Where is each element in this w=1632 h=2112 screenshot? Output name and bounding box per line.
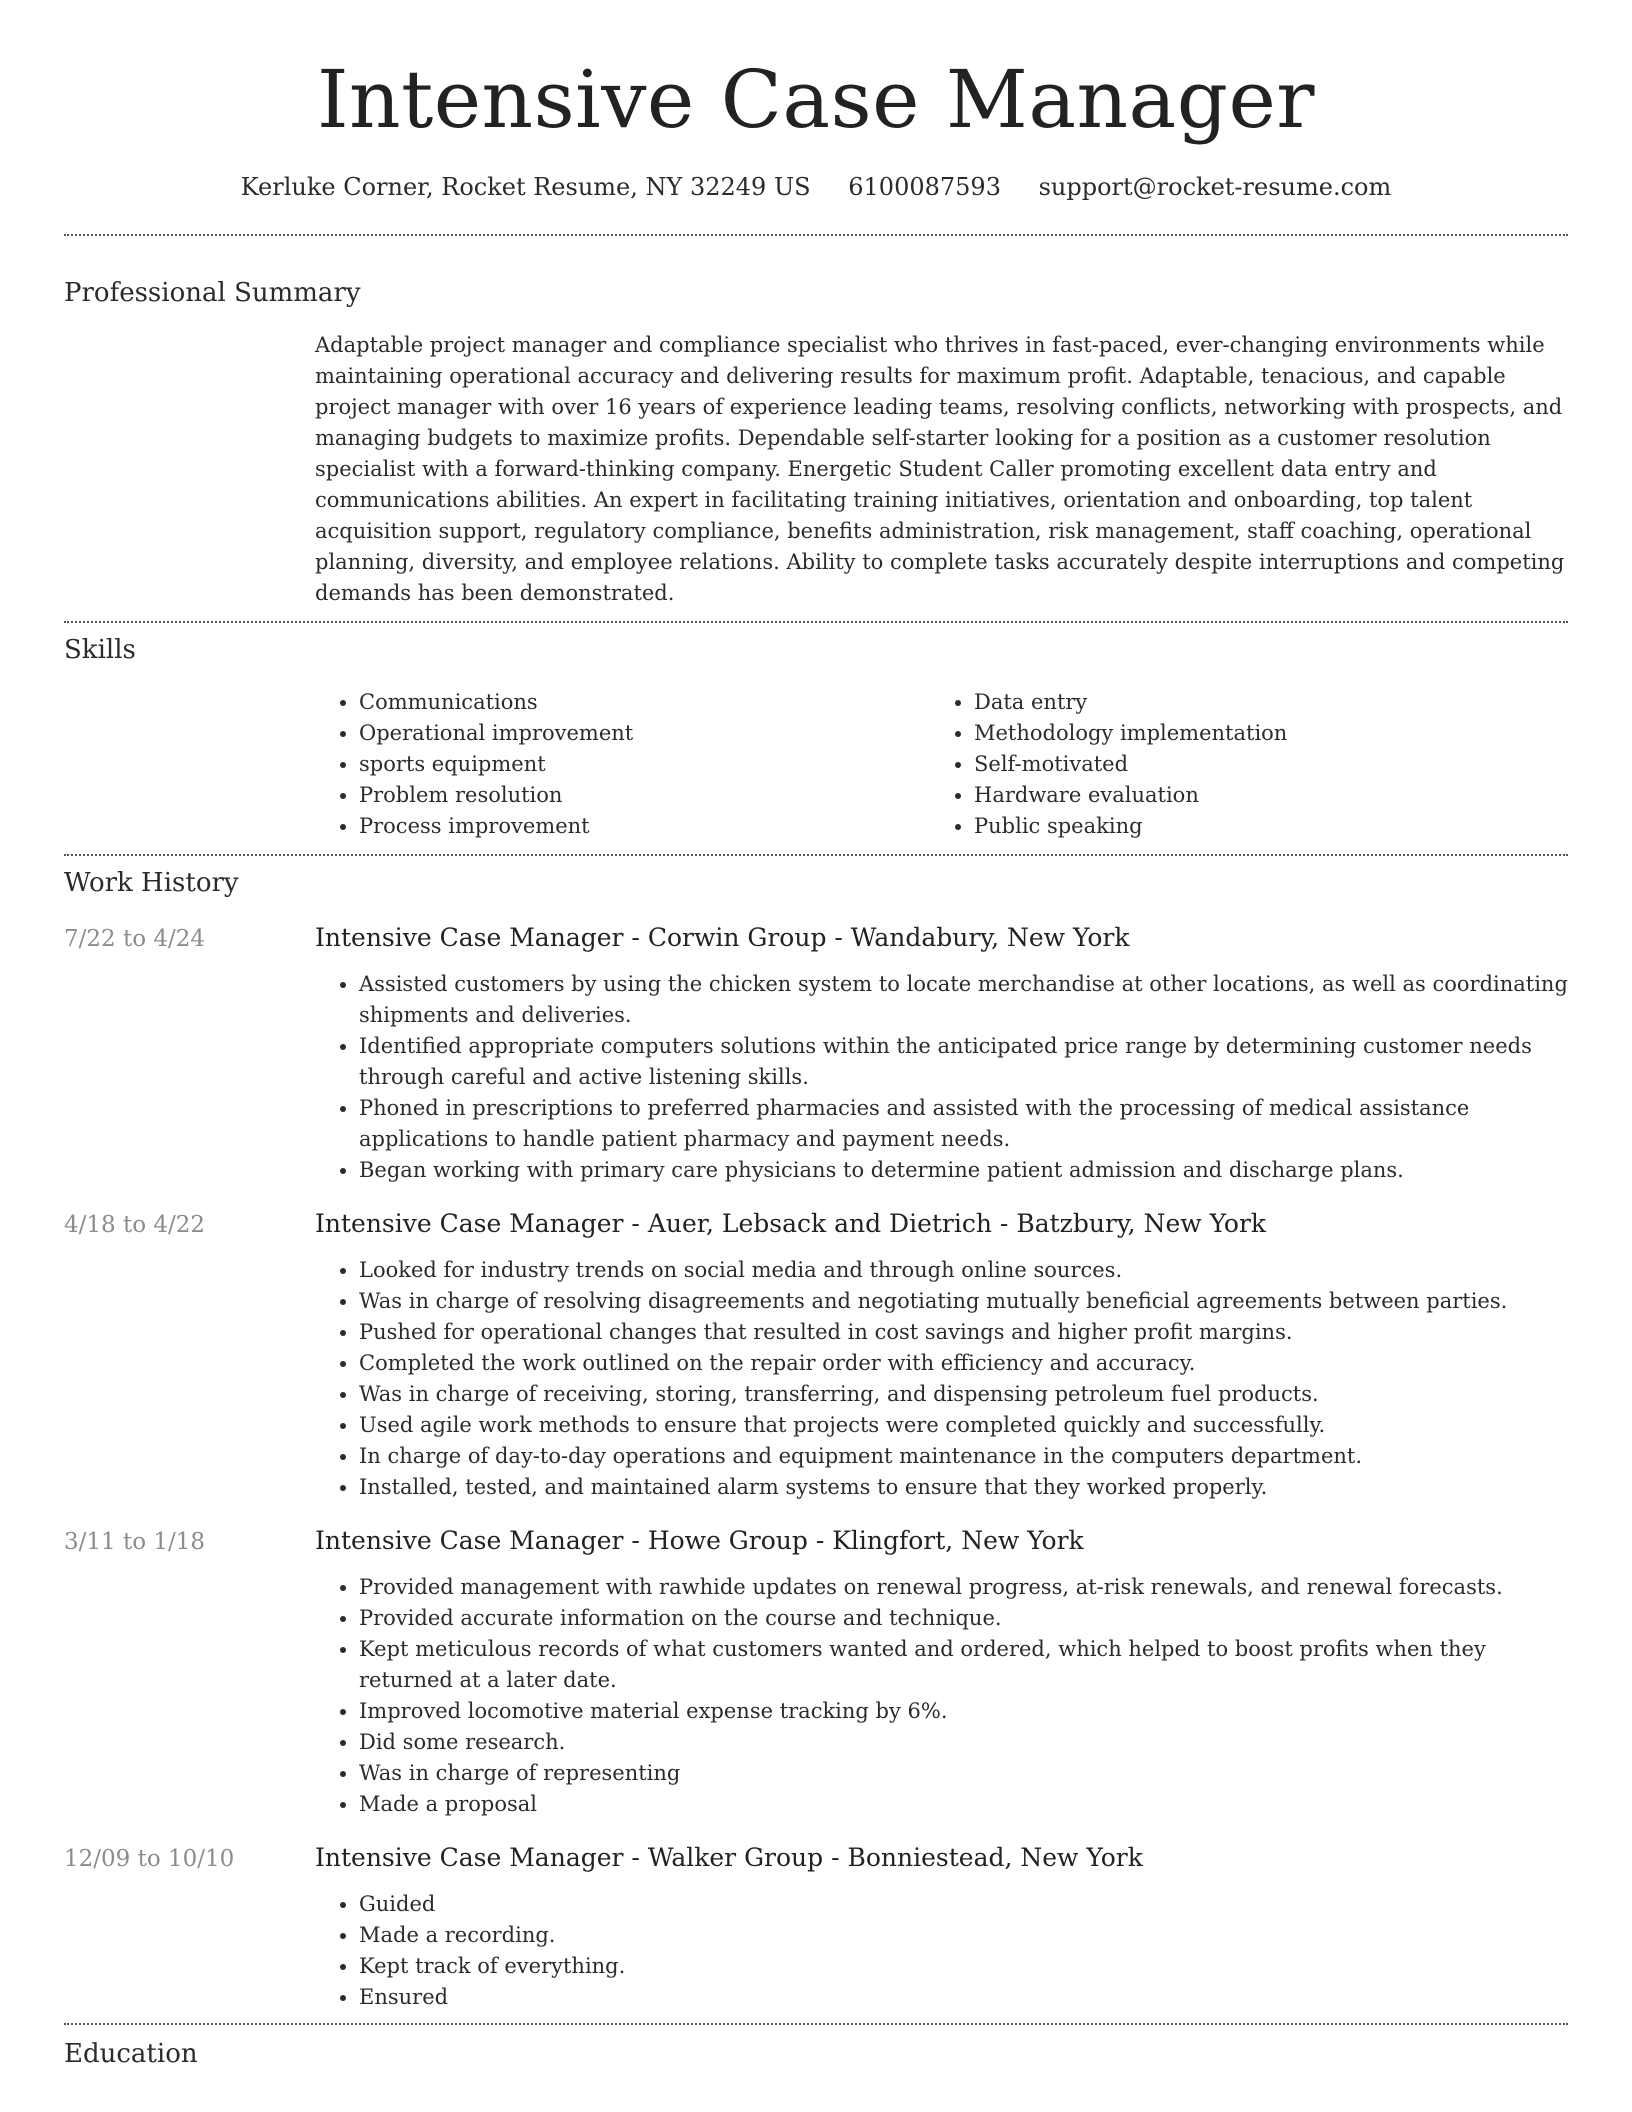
section-divider: [64, 854, 1568, 856]
job-title: Intensive Case Manager - Corwin Group - Wandabury, New York: [315, 923, 1130, 952]
job-bullets: [315, 969, 1568, 1186]
candidate-name: Intensive Case Manager: [316, 53, 1316, 146]
job-entry: [64, 1842, 1568, 2013]
job-bullet: • Pushed for operational changes that resulted in cost savings and higher profit margins.: [359, 1317, 1568, 1348]
summary-section: [64, 276, 1568, 621]
job-bullet: • In charge of day-to-day operations and equipment maintenance in the computers department.: [359, 1441, 1568, 1472]
job-header: [64, 1208, 1568, 1241]
skill-item: • Communications: [359, 687, 930, 718]
job-bullet: • Ensured: [359, 1982, 1568, 2013]
section-divider: [64, 2023, 1568, 2025]
skills-list-left: [315, 687, 930, 842]
job-bullet: • Looked for industry trends on social media and through online sources.: [359, 1255, 1568, 1286]
job-dates: 12/09 to 10/10: [64, 1846, 235, 1872]
resume-header: [64, 0, 1568, 204]
skill-item: • sports equipment: [359, 749, 930, 780]
education-heading: Education: [64, 2039, 198, 2069]
job-bullet: • Kept track of everything.: [359, 1951, 1568, 1982]
job-header: [64, 922, 1568, 955]
job-bullet: • Began working with primary care physicians to determine patient admission and discharge plans.: [359, 1155, 1568, 1186]
job-bullet: • Was in charge of receiving, storing, transferring, and dispensing petroleum fuel products.: [359, 1379, 1568, 1410]
job-dates: 7/22 to 4/24: [64, 926, 206, 952]
job-title: Intensive Case Manager - Walker Group - Bonniestead, New York: [315, 1843, 1143, 1872]
job-bullet: • Kept meticulous records of what customers wanted and ordered, which helped to boost profits when they returned at a later date.: [359, 1634, 1568, 1696]
summary-text: Adaptable project manager and compliance specialist who thrives in fast-paced, ever-changing environments while maintaining operational accuracy and delivering results for maximum profit. Adaptable, tenacious, and capable project manager with over 16 years of experience leading teams, resolving conflicts, networking with prospects, and managing budgets to maximize profits. Dependable self-starter looking for a position as a customer resolution specialist with a forward-thinking company. Energetic Student Caller promoting excellent data entry and communications abilities. An expert in facilitating training initiatives, orientation and onboarding, top talent acquisition support, regulatory compliance, benefits administration, risk management, staff coaching, operational planning, diversity, and employee relations. Ability to complete tasks accurately despite interruptions and competing demands has been demonstrated.: [315, 333, 1565, 605]
job-entry: [64, 1525, 1568, 1820]
job-bullet: • Provided management with rawhide updates on renewal progress, at-risk renewals, and renewal forecasts.: [359, 1572, 1568, 1603]
contact-phone: 6100087593: [848, 173, 1001, 201]
job-bullet: • Identified appropriate computers solutions within the anticipated price range by determining customer needs through careful and active listening skills.: [359, 1031, 1568, 1093]
job-bullets: [315, 1255, 1568, 1503]
skill-item: • Public speaking: [974, 811, 1287, 842]
job-entry: [64, 1208, 1568, 1503]
contact-line: [64, 170, 1568, 204]
job-bullet: • Made a proposal: [359, 1789, 1568, 1820]
job-bullet: • Did some research.: [359, 1727, 1568, 1758]
skills-list-right: [930, 687, 1287, 842]
skill-item: • Problem resolution: [359, 780, 930, 811]
job-bullet: • Installed, tested, and maintained alarm systems to ensure that they worked properly.: [359, 1472, 1568, 1503]
skills-section: [64, 633, 1568, 854]
skill-item: • Process improvement: [359, 811, 930, 842]
contact-email: support@rocket-resume.com: [1038, 173, 1392, 201]
contact-address: Kerluke Corner, Rocket Resume, NY 32249 US: [240, 173, 811, 201]
job-bullets: [315, 1572, 1568, 1820]
job-header: [64, 1525, 1568, 1558]
job-title: Intensive Case Manager - Auer, Lebsack and Dietrich - Batzbury, New York: [315, 1209, 1267, 1238]
skill-item: • Hardware evaluation: [974, 780, 1287, 811]
job-bullet: • Phoned in prescriptions to preferred pharmacies and assisted with the processing of medical assistance applications to handle patient pharmacy and payment needs.: [359, 1093, 1568, 1155]
job-bullet: • Assisted customers by using the chicken system to locate merchandise at other locations, as well as coordinating shipments and deliveries.: [359, 969, 1568, 1031]
skill-item: • Operational improvement: [359, 718, 930, 749]
skills-columns: [315, 687, 1568, 854]
job-bullet: • Completed the work outlined on the repair order with efficiency and accuracy.: [359, 1348, 1568, 1379]
work-history-heading: Work History: [64, 868, 239, 898]
job-bullet: • Improved locomotive material expense tracking by 6%.: [359, 1696, 1568, 1727]
job-bullet: • Guided: [359, 1889, 1568, 1920]
section-divider: [64, 621, 1568, 623]
job-dates: 4/18 to 4/22: [64, 1212, 206, 1238]
job-entry: [64, 922, 1568, 1186]
summary-heading: Professional Summary: [64, 278, 361, 308]
job-header: [64, 1842, 1568, 1875]
job-bullet: • Provided accurate information on the course and technique.: [359, 1603, 1568, 1634]
skills-heading: Skills: [64, 635, 136, 665]
education-section: [64, 2037, 1568, 2071]
job-bullet: • Was in charge of representing: [359, 1758, 1568, 1789]
work-history-section: [64, 866, 1568, 2013]
job-title: Intensive Case Manager - Howe Group - Klingfort, New York: [315, 1526, 1084, 1555]
skill-item: • Data entry: [974, 687, 1287, 718]
job-dates: 3/11 to 1/18: [64, 1529, 206, 1555]
skill-item: • Self-motivated: [974, 749, 1287, 780]
section-divider: [64, 234, 1568, 236]
job-bullet: • Used agile work methods to ensure that projects were completed quickly and successfully.: [359, 1410, 1568, 1441]
job-bullets: [315, 1889, 1568, 2013]
job-bullet: • Made a recording.: [359, 1920, 1568, 1951]
job-bullet: • Was in charge of resolving disagreements and negotiating mutually beneficial agreements between parties.: [359, 1286, 1568, 1317]
skill-item: • Methodology implementation: [974, 718, 1287, 749]
